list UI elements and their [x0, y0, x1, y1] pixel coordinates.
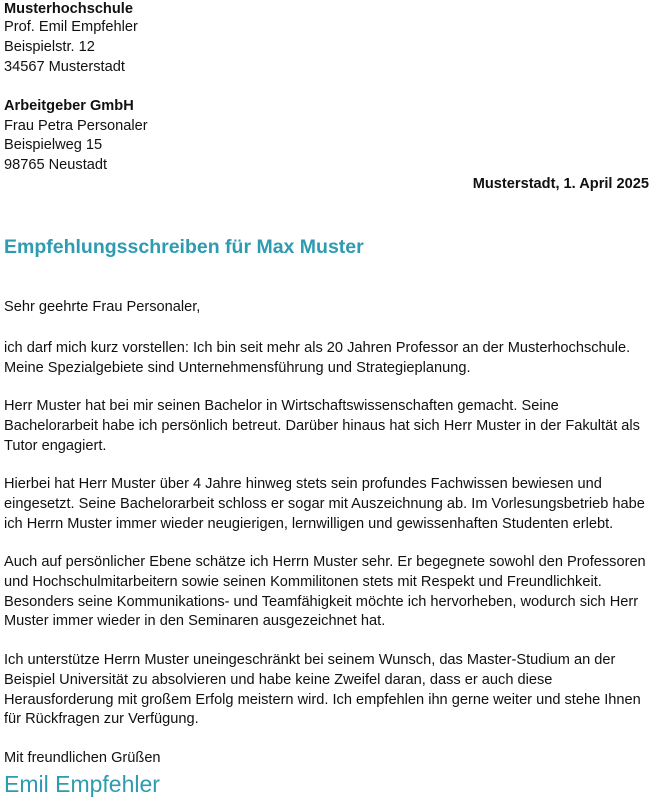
letter-subject: Empfehlungsschreiben für Max Muster — [4, 236, 364, 258]
recipient-street: Beispielweg 15 — [4, 137, 103, 153]
sender-street: Beispielstr. 12 — [4, 39, 95, 55]
paragraph-recommendation: Ich unterstütze Herrn Muster uneingeschränkt bei seinem Wunsch, das Master-Studium an der Beispiel Universität zu absolvieren und habe keine Zweifel daran, dass er auch diese Herausforderung mit großem Erfolg meistern wird. Ich empfehlen ihn gerne weiter und stehe Ihnen für Rückfragen zur Verfügung. — [4, 652, 641, 728]
letter-date: Musterstadt, 1. April 2025 — [472, 176, 649, 192]
paragraph-performance: Hierbei hat Herr Muster über 4 Jahre hinweg stets sein profundes Fachwissen bewiesen und eingesetzt. Seine Bachelorarbeit schloss er sogar mit Auszeichnung ab. Im Vorlesungsbetrieb habe ich Herrn Muster immer wieder neugierigen, lernwilligen und gewissenhaften Studenten erlebt. — [4, 476, 645, 532]
recipient-name: Frau Petra Personaler — [4, 118, 148, 134]
recipient-company: Arbeitgeber GmbH — [4, 98, 134, 114]
paragraph-personality: Auch auf persönlicher Ebene schätze ich Herrn Muster sehr. Er begegnete sowohl den Professoren und Hochschulmitarbeitern sowie seinen Kommilitonen stets mit Respekt und Freundlichkeit. Besonders seine Kommunikations- und Teamfähigkeit möchte ich hervorheben, wodurch sich Herr Muster immer wieder in den Seminaren ausgezeichnet hat. — [4, 554, 646, 630]
salutation: Sehr geehrte Frau Personaler, — [4, 299, 201, 315]
recipient-city: 98765 Neustadt — [4, 157, 108, 173]
paragraph-introduction: ich darf mich kurz vorstellen: Ich bin seit mehr als 20 Jahren Professor an der Musterhochschule. Meine Spezialgebiete sind Unternehmensführung und Strategieplanung. — [4, 340, 631, 376]
sender-name: Prof. Emil Empfehler — [4, 19, 138, 35]
signature: Emil Empfehler — [4, 771, 160, 797]
sender-institution: Musterhochschule — [4, 1, 133, 17]
paragraph-studies: Herr Muster hat bei mir seinen Bachelor in Wirtschaftswissenschaften gemacht. Seine Bachelorarbeit habe ich persönlich betreut. Darüber hinaus hat sich Herr Muster in der Fakultät als Tutor engagiert. — [4, 398, 640, 454]
closing-phrase: Mit freundlichen Grüßen — [4, 750, 161, 766]
sender-city: 34567 Musterstadt — [4, 59, 125, 75]
